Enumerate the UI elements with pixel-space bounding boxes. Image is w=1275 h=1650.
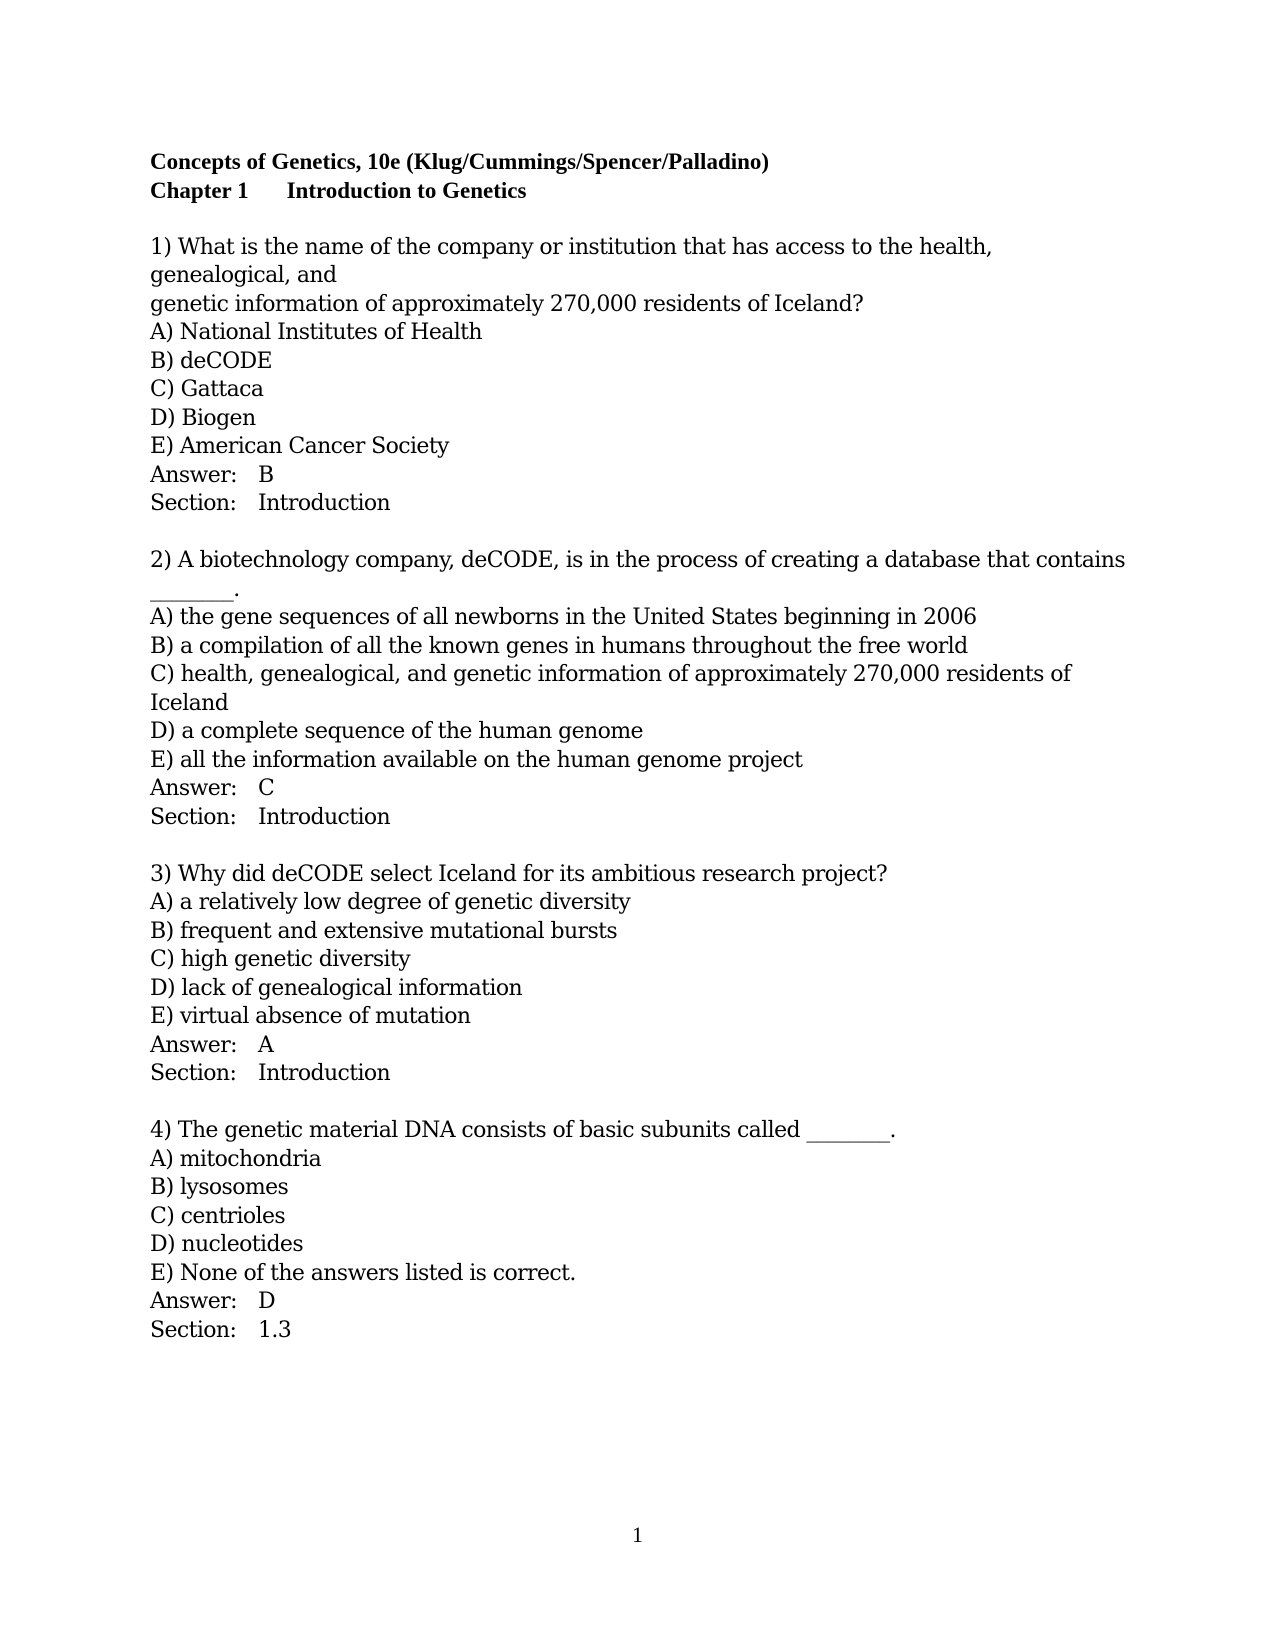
section-value: Introduction <box>258 804 391 830</box>
answer-line <box>150 1288 1130 1317</box>
section-value: Introduction <box>258 1061 391 1086</box>
section-value: 1.3 <box>258 1317 292 1343</box>
book-authors: (Klug/Cummings/Spencer/Palladino) <box>406 149 770 174</box>
answer-option: C) high genetic diversity <box>150 947 411 972</box>
section-line <box>150 490 1130 519</box>
question-stem-line: ________. <box>150 576 240 602</box>
answer-value: A <box>258 1032 274 1058</box>
question-stem-line: 2) A biotechnology company, deCODE, is in the process of creating a database that contains <box>150 548 1126 573</box>
answer-option: E) American Cancer Society <box>150 434 449 459</box>
question-2 <box>150 547 1130 832</box>
answer-label: Answer: <box>150 1289 237 1314</box>
answer-option: D) a complete sequence of the human genome <box>150 719 643 744</box>
answer-option: E) virtual absence of mutation <box>150 1004 471 1029</box>
book-title: Concepts of Genetics, 10e <box>150 149 401 174</box>
answer-line <box>150 1032 1130 1061</box>
question-stem-line: 1) What is the name of the company or institution that has access to the health, genealogical, and <box>150 234 999 288</box>
section-value: Introduction <box>258 491 391 516</box>
section-line <box>150 1060 1130 1089</box>
question-stem-line: genetic information of approximately 270,000 residents of Iceland? <box>150 291 864 317</box>
question-stem-line: 3) Why did deCODE select Iceland for its ambitious research project? <box>150 861 888 887</box>
answer-label: Answer: <box>150 462 237 488</box>
section-line <box>150 804 1130 833</box>
answer-option: B) a compilation of all the known genes in humans throughout the free world <box>150 633 968 659</box>
question-4 <box>150 1117 1130 1345</box>
section-label: Section: <box>150 1317 237 1343</box>
section-label: Section: <box>150 804 237 830</box>
answer-label: Answer: <box>150 776 237 801</box>
answer-line <box>150 462 1130 491</box>
section-line <box>150 1317 1130 1346</box>
question-stem-line: 4) The genetic material DNA consists of basic subunits called ________. <box>150 1118 896 1143</box>
section-label: Section: <box>150 491 237 516</box>
answer-value: B <box>258 462 274 488</box>
page-number: 1 <box>632 1522 643 1547</box>
answer-option: D) Biogen <box>150 405 256 431</box>
answer-option: A) the gene sequences of all newborns in the United States beginning in 2006 <box>150 605 977 630</box>
answer-option: A) National Institutes of Health <box>150 320 482 345</box>
answer-value: C <box>258 776 275 801</box>
answer-label: Answer: <box>150 1032 237 1058</box>
chapter-title: Introduction to Genetics <box>286 177 527 203</box>
answer-option: D) lack of genealogical information <box>150 975 523 1001</box>
book-title-line <box>150 148 1130 177</box>
section-label: Section: <box>150 1061 237 1086</box>
answer-option: B) lysosomes <box>150 1175 289 1200</box>
answer-option: B) frequent and extensive mutational bursts <box>150 918 618 944</box>
answer-option: A) a relatively low degree of genetic diversity <box>150 890 631 915</box>
chapter-number: Chapter 1 <box>150 177 249 203</box>
answer-option: C) Gattaca <box>150 377 264 402</box>
answer-line <box>150 775 1130 804</box>
answer-option: A) mitochondria <box>150 1146 322 1172</box>
answer-option: B) deCODE <box>150 348 273 374</box>
answer-option: E) None of the answers listed is correct. <box>150 1260 576 1286</box>
document-content <box>150 148 1130 1345</box>
question-3 <box>150 861 1130 1089</box>
question-1 <box>150 234 1130 519</box>
answer-option: C) health, genealogical, and genetic information of approximately 270,000 residents of Iceland <box>150 662 1077 716</box>
chapter-heading <box>150 177 1130 206</box>
answer-value: D <box>258 1289 276 1314</box>
answer-option: C) centrioles <box>150 1203 286 1229</box>
answer-option: E) all the information available on the human genome project <box>150 747 803 773</box>
answer-option: D) nucleotides <box>150 1232 304 1257</box>
